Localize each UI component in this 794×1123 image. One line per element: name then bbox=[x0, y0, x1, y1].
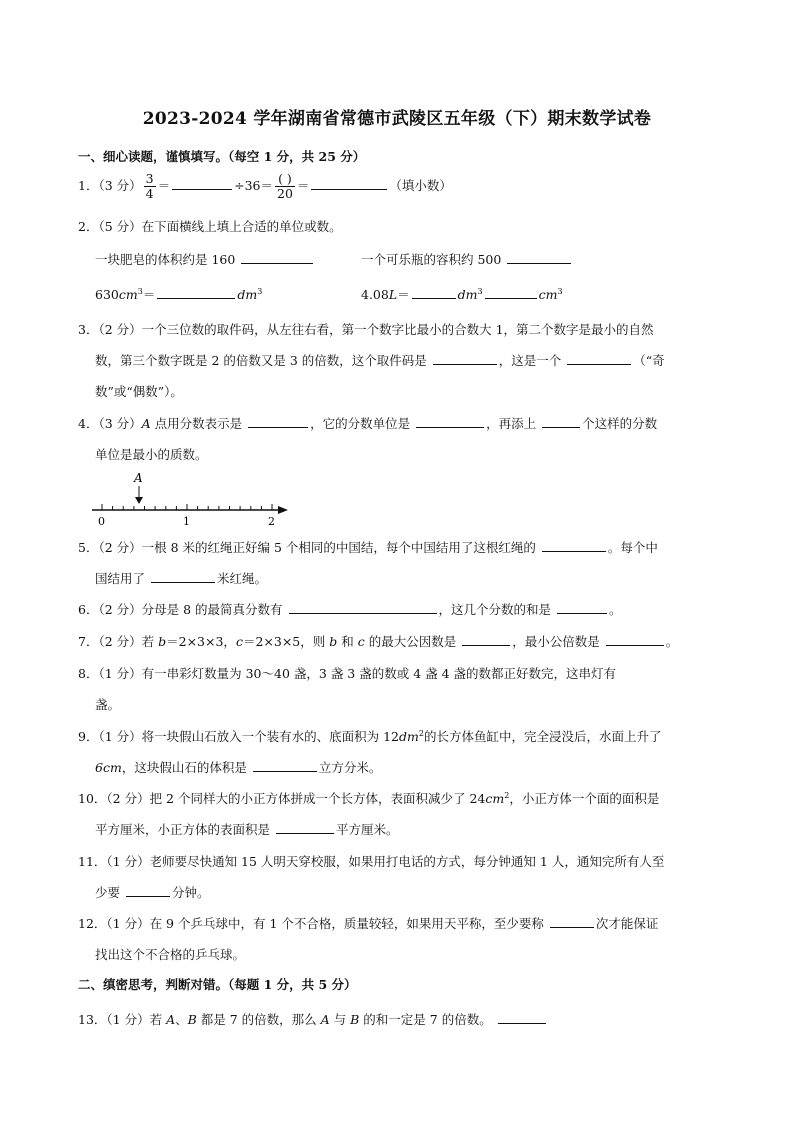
q2-item-d: $4.08L= dm^3$ $cm^3$ bbox=[361, 286, 563, 302]
answer-blank[interactable] bbox=[567, 352, 631, 365]
question-3-line-2: 数，第三个数字既是 2 的倍数又是 3 的倍数，这个取件码是 ，这是一个 （“奇 bbox=[95, 353, 665, 368]
point-a-label: A bbox=[134, 471, 143, 485]
fraction-blank-20: $\frac{( )}{20}$ bbox=[277, 171, 293, 201]
answer-blank[interactable] bbox=[289, 601, 437, 614]
page-title: 2023-2024 学年湖南省常德市武陵区五年级（下）期末数学试卷 bbox=[142, 109, 652, 129]
answer-blank[interactable] bbox=[253, 759, 317, 772]
q2-item-c: $630cm^3= dm^3$ bbox=[95, 286, 263, 302]
question-5-line-1: 5．（2 分）一根 8 米的红绳正好编 5 个相同的中国结，每个中国结用了这根红绳的 。每个中 bbox=[78, 540, 658, 555]
question-12-line-1: 12．（1 分）在 9 个乒乓球中，有 1 个不合格，质量较轻，如果用天平称，至少要称 次才能保证 bbox=[78, 916, 659, 931]
fraction-3-4: $\frac{3}{4}$ bbox=[145, 171, 154, 201]
question-12-line-2: 找出这个不合格的乒乓球。 bbox=[95, 947, 246, 962]
answer-blank[interactable] bbox=[557, 601, 607, 614]
answer-blank[interactable] bbox=[157, 286, 235, 299]
q2-item-a: 一块肥皂的体积约是 160 bbox=[95, 250, 315, 268]
answer-blank[interactable] bbox=[433, 352, 497, 365]
answer-blank[interactable] bbox=[550, 915, 594, 928]
answer-blank[interactable] bbox=[126, 884, 170, 897]
answer-blank[interactable] bbox=[462, 633, 510, 646]
question-8-line-2: 盏。 bbox=[95, 697, 121, 712]
question-1: 1．（3 分） $\frac{3}{4}$ ＝ ÷36＝ $\frac{( )}{20}$ ＝ （填小数） bbox=[78, 171, 452, 201]
tick-label-1: 1 bbox=[183, 515, 190, 528]
question-11-line-1: 11．（1 分）老师要尽快通知 15 人明天穿校服，如果用打电话的方式，每分钟通知 1 人，通知完所有人至 bbox=[78, 854, 665, 869]
answer-blank[interactable] bbox=[498, 1011, 546, 1024]
arrow-head-icon bbox=[135, 497, 143, 504]
question-2: 2．（5 分）在下面横线上填上合适的单位或数。 bbox=[78, 219, 342, 234]
question-9-line-2: 6cm，这块假山石的体积是 立方分米。 bbox=[95, 760, 382, 775]
question-5-line-2: 国结用了 米红绳。 bbox=[95, 571, 268, 586]
question-10-line-2: 平方厘米，小正方体的表面积是 平方厘米。 bbox=[95, 822, 399, 837]
axis-arrow-icon bbox=[278, 506, 288, 514]
tick-label-0: 0 bbox=[98, 515, 105, 528]
answer-blank[interactable] bbox=[241, 251, 313, 264]
answer-blank[interactable] bbox=[542, 539, 606, 552]
question-10-line-1: 10．（2 分）把 2 个同样大的小正方体拼成一个长方体，表面积减少了 $24cm^2$，小正方体一个面的面积是 bbox=[78, 790, 660, 806]
question-7: 7．（2 分）若 b＝2×3×3，c＝2×3×5，则 b 和 c 的最大公因数是 ，最小公倍数是 。 bbox=[78, 634, 679, 649]
question-13: 13．（1 分）若 A、B 都是 7 的倍数，那么 A 与 B 的和一定是 7 的倍数。 bbox=[78, 1010, 548, 1028]
answer-blank[interactable] bbox=[606, 633, 664, 646]
answer-blank[interactable] bbox=[276, 821, 334, 834]
question-11-line-2: 少要 分钟。 bbox=[95, 885, 210, 900]
question-8-line-1: 8．（1 分）有一串彩灯数量为 30～40 盏，3 盏 3 盏的数或 4 盏 4 盏的数都正好数完，这串灯有 bbox=[78, 666, 617, 681]
answer-blank[interactable] bbox=[172, 177, 232, 190]
answer-blank[interactable] bbox=[248, 415, 308, 428]
answer-blank[interactable] bbox=[485, 286, 537, 299]
q2-item-b: 一个可乐瓶的容积约 500 bbox=[361, 250, 573, 268]
question-3-line-1: 3．（2 分）一个三位数的取件码，从左往右看，第一个数字比最小的合数大 1，第二个数字是最小的自然 bbox=[78, 322, 654, 337]
tick-label-2: 2 bbox=[268, 515, 275, 528]
number-line bbox=[92, 470, 292, 530]
question-9-line-1: 9．（1 分）将一块假山石放入一个装有水的、底面积为 $12dm^2$的长方体鱼缸中，完全浸没后，水面上升了 bbox=[78, 728, 662, 744]
section-heading-2: 二、缜密思考，判断对错。（每题 1 分，共 5 分） bbox=[78, 977, 357, 992]
answer-blank[interactable] bbox=[416, 415, 484, 428]
question-4-line-2: 单位是最小的质数。 bbox=[95, 447, 208, 462]
question-3-line-3: 数”或“偶数”）。 bbox=[95, 384, 183, 399]
question-4-line-1: 4．（3 分）A 点用分数表示是 ，它的分数单位是 ，再添上 个这样的分数 bbox=[78, 416, 658, 431]
answer-blank[interactable] bbox=[412, 286, 456, 299]
section-heading-1: 一、细心读题，谨慎填写。（每空 1 分，共 25 分） bbox=[78, 149, 366, 164]
question-6: 6．（2 分）分母是 8 的最简真分数有 ，这几个分数的和是 。 bbox=[78, 602, 622, 617]
answer-blank[interactable] bbox=[151, 570, 215, 583]
answer-blank[interactable] bbox=[507, 251, 571, 264]
answer-blank[interactable] bbox=[542, 415, 580, 428]
answer-blank[interactable] bbox=[311, 177, 387, 190]
